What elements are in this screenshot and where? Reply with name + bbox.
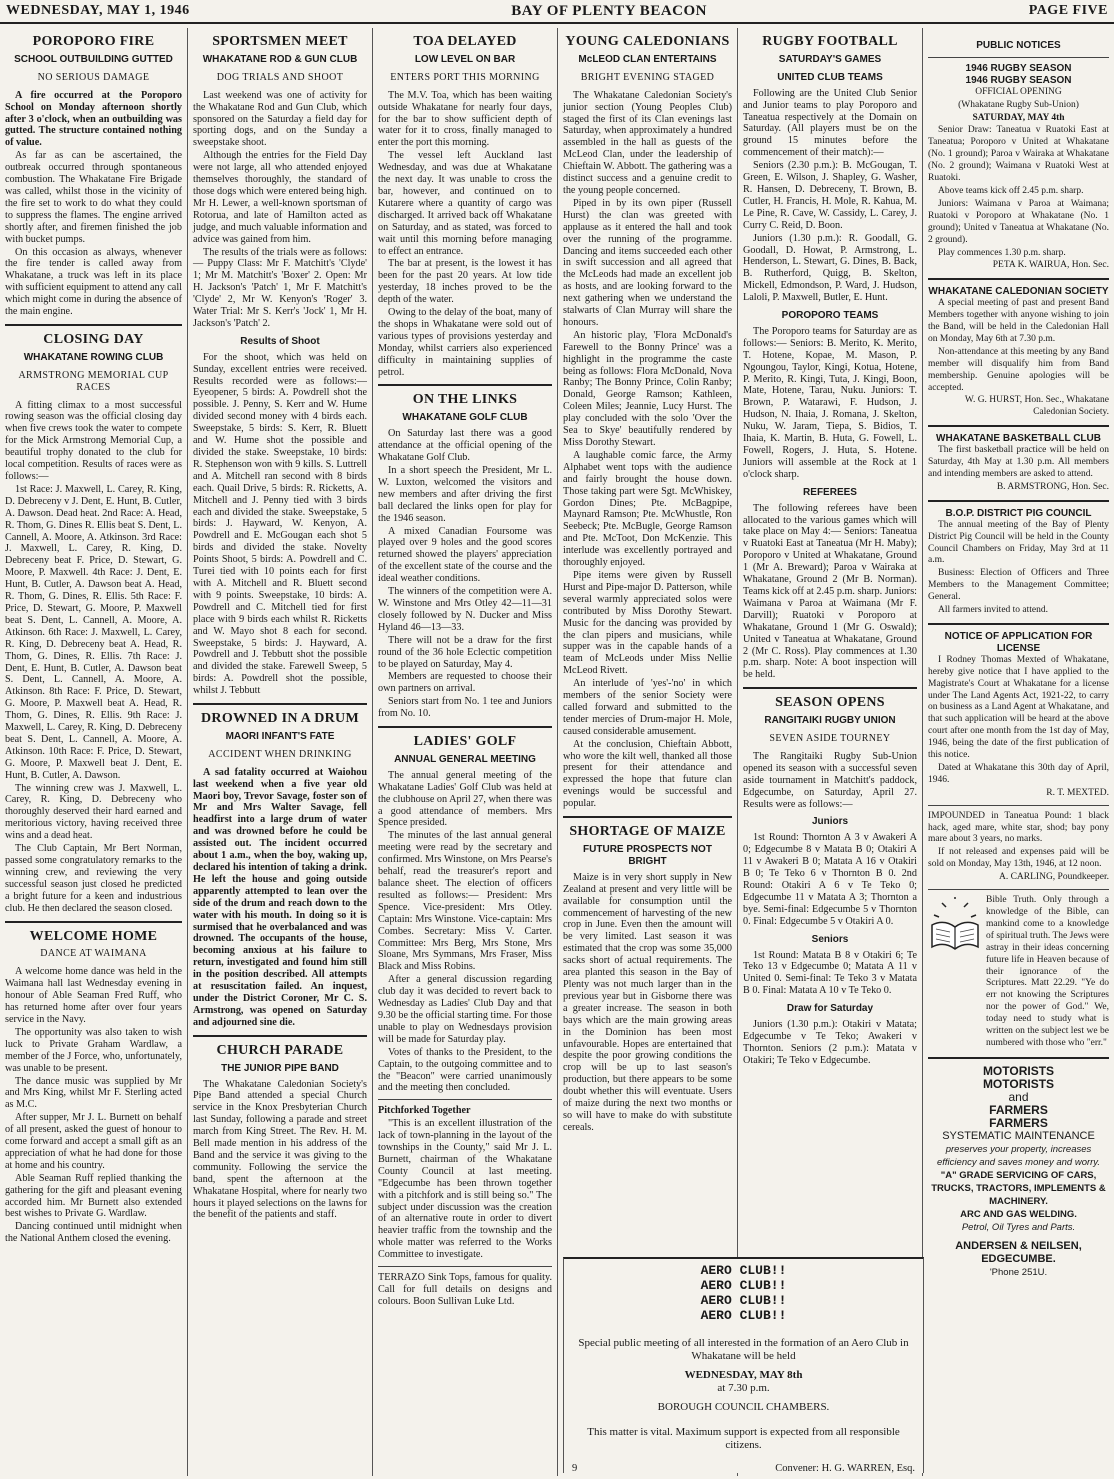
signature: W. G. HURST, Hon. Sec., Whakatane Caledonian Society. [964,395,1109,418]
headline: TOA DELAYED [413,34,517,49]
subheading: Juniors [811,816,849,828]
paragraph: Able Seaman Ruff replied thanking the gathering for the gift and pleasant evening accorded him. Mr Burnett also extended best wishes to Private G. Wardlaw. [5,1172,182,1220]
paragraph: A special meeting of past and present Band Members together with anyone wishing to join the Band, will be held in the Caledonian Hall on Monday, May 6th at 7.30 p.m. [928,298,1109,344]
divider [928,1057,1109,1059]
paragraph: The annual general meeting of the Whakatane Ladies' Golf Club was held at the clubhouse on April 27, when there was a good attendance of members. Mrs Spence presided. [378,769,552,829]
paragraph: The Whakatane Caledonian Society's Pipe Band attended a special Church service in the Knox Presbyterian Church last Sunday, following a parade and street march from King Street. The Rev. H. M. Bell made mention in his address of the Band and the service it was giving to the community. Following the service the band, spent the afternoon at the Whakatane Hospital, where for nearly two hours it played selections on the lawns for the benefit of the patients and staff. [193,1078,367,1221]
notice-title: B.O.P. DISTRICT PIG COUNCIL [945,507,1092,519]
paragraph: The results of the trials were as follows:— Puppy Class: Mr F. Matchitt's 'Clyde' 1; Mr M. Matchitt's 'Boxer' 2. Open: Mr H. Jackson's 'Patch' 1, Mr F. Matchitt's 'Clyde' 2, Mr W. Kenyon's 'Roger' 3. Water Trial: Mr S. Kerr's 'Jock' 1, Mr H. Jackson's 'Patch' 2. [193,246,367,329]
ad-line: SYSTEMATIC MAINTENANCE [942,1129,1095,1142]
paragraph: There will not be a draw for the first round of the 36 hole Eclectic competition to be played on Saturday, May 4. [378,634,552,670]
headline: CLOSING DAY [43,331,144,347]
paragraph: Following are the United Club Senior and Junior teams to play Poroporo and Taneatua respectively at the Domain on Saturday. (All players must be on the ground 15 minutes before the commencement of their match):— [743,87,917,159]
notice-line: (Whakatane Rugby Sub-Union) [958,99,1079,110]
divider [928,500,1109,502]
notice-line: SATURDAY, MAY 4th [972,112,1065,123]
signature: A. CARLING, Poundkeeper. [998,872,1109,883]
paragraph: In a short speech the President, Mr L. W. Luxton, welcomed the visitors and new members and after driving the first ball declared the links open for play for the 1946 season. [378,465,552,524]
ad-line: "A" GRADE SERVICING OF CARS, TRUCKS, TRACTORS, IMPLEMENTS & MACHINERY. [931,1169,1106,1207]
paragraph: The annual meeting of the Bay of Plenty District Pig Council will be held in the County Council Chambers on Friday, May 3rd at 11 a.m. [928,519,1109,566]
paragraph: Votes of thanks to the President, to the Captain, to the outgoing committee and to the "Beacon" were carried unanimously and the meeting then concluded. [378,1046,552,1094]
aero-note: This matter is vital. Maximum support is expected from all responsible citizens. [587,1426,900,1451]
ad-line: Petrol, Oil Tyres and Parts. [961,1221,1076,1233]
divider [928,623,1109,625]
paragraph: The vessel left Auckland last Wednesday, and was due at Whakatane the next day. It was unable to cross the bar, however, and continued on to Kutarere where a quantity of cargo was discharged. It arrived back off Whakatane on Saturday, and as stated, was forced to wait until this morning before managing to effect an entrance. [378,150,552,257]
paragraph: The Whakatane Caledonian Society's junior section (Young Peoples Club) staged the first of its Clan evenings last Saturday, when approximately a hundred assembled in the hall as guests of the McLeod Clan, under the leadership of Chieftain W. Abbott. The gathering was a distinct success and a genuine credit to the young people concerned. [563,89,733,196]
paragraph: After a general discussion regarding club day it was decided to revert back to Wednesday as Ladies' Club Day and that 9.30 be the official starting time. For those unable to play on Wednesdays provision will be made for Saturday play. [378,974,552,1045]
paragraph: Pipe items were given by Russell Hurst and Pipe-major D. Patterson, while several warmly appreciated solos were contributed by Miss Dorothy Stewart. Music for the dancing was provided by the clan pipers and musicians, while supper was in the capable hands of a team of McLeods under Miss Nellie McLeod Rivett. [563,569,732,677]
aero-time: at 7.30 p.m. [717,1382,770,1394]
aero-line: AERO CLUB!! [700,1278,787,1293]
paragraph: All farmers invited to attend. [938,605,1049,616]
paragraph: A welcome home dance was held in the Waimana hall last Wednesday evening in honour of Able Seaman Fred Ruff, who has returned home after over four years service in the Navy. [5,966,182,1025]
open-book-icon [928,895,982,955]
paragraph: As far as can be ascertained, the outbreak occurred through spontaneous combustion. The Whakatane Fire Brigade was called, whilst those in the vicinity of the fire set to work to do what they could to suppress the flames. The engine arrived shortly after, and firemen finished the job with bucket pumps. [5,150,182,245]
paragraph: Although the entries for the Field Day were not large, all who attended enjoyed themselves thoroughly, the standard of those dogs which were entered being high. Mr H. Lewer, a well-known sportsman of Rotorua, and late of Hamilton acted as judge, and much valuable information and advice was gained from him. [193,150,367,245]
column-6 [923,28,1114,1476]
ad-line: FARMERS [989,1115,1048,1130]
paragraph: "This is an excellent illustration of the lack of town-planning in the layout of the townships in the County," said Mr J. L. Burnett, chairman of the Whakatane County Council at last meeting. "Edgecumbe has been thrown together with a pitchfork and is still being so." The subject under discussion was the creation of an alternative route in order to divert heavier traffic from the township and the whole matter was referred to the Works Committee to investigate. [378,1118,552,1261]
newspaper-title: BAY OF PLENTY BEACON [511,2,707,19]
subheading: SATURDAY'S GAMES [778,53,882,65]
subheading: Draw for Saturday [786,1003,874,1015]
paragraph: Dated at Whakatane this 30th day of April, 1946. [928,762,1109,785]
paragraph: Maize is in very short supply in New Zealand at present and very little will be available for consumption until the commencement of harvesting of the new crop in June. Even then the amount will be very limited. Last season it was estimated that the crop was some 35,000 sacks short of actual requirements. The area planted this season in the Bay of Plenty was not much larger than in the previous year but in Gisborne there was a greater increase. The season in both bays which are the main growing areas in the Dominion has been most unfavourable. Hopes are entertained that despite the poor growing conditions the crop will be up to last season's production, but there appears to be some doubt whether this will eventuate. Users of maize during the next two months or so will have to make do with substitute cereals. [563,871,732,1133]
paragraph: For the shoot, which was held on Sunday, excellent entries were received. Results recorded were as follows:— Eyeopener, 5 birds: A. Powdrell shot the possible. J. Penny, S. Kerr and W. Hume divided second money with 4 birds each. Sweepstake, 5 birds: S. Kerr, R. Bluett and W. Hume shot the possible and divided the stake. Sweepstake, 10 birds: R. Stephenson won with 9 kills. S. Luttrell and A. Mitchell ran second with 8 birds each. Quail Drive, 5 birds: R. Ricketts, A. Mitchell and J. Penny tied with 3 birds each and divided the stake. Sweepstake, 5 birds: J. Hayward, W. Kenyon, A. Powdrell and E. McGougan each shot 5 birds and divided the stake. Novelty Points Shoot, 5 birds: A. Powdrell and C. Turei tied with 10 points each for first with A. Mitchell and R. Bluett second with 9 points. Sweepstake, 10 birds: A. Powdrell and C. Mitchell tied for first place with 9 birds each whilst R. Ricketts and W. Mayo shot 8 each for second. Sweepstake, 5 birds: J. Hayward, A. Powdrell and J. Tebbutt shot the possible and divided the stake. Farewell Sweep, 5 birds: A. Powdrell shot the possible, whilst J. Tebbutt [193,351,367,697]
page-number: PAGE FIVE [1028,3,1108,18]
headline: CHURCH PARADE [216,1042,344,1058]
subheading: RANGITAIKI RUGBY UNION [764,715,896,727]
subheading: LOW LEVEL ON BAR [414,53,516,65]
divider [928,278,1109,280]
subheading: ANNUAL GENERAL MEETING [394,753,536,765]
notice-title: 1946 RUGBY SEASON [965,62,1072,74]
subheading: ENTERS PORT THIS MORNING [390,71,540,83]
paragraph: Non-attendance at this meeting by any Band member will disqualify him from Band membership. Genuine apologies will be accepted. [928,346,1109,393]
paragraph: Seniors (2.30 p.m.): B. McGougan, T. Green, E. Wilson, J. Shapley, G. Washer, R. Hansen, D. Debreceny, T. Brown, B. Cutler, H. Francis, H. Mole, R. Kahua, M. Le Pine, R. Cave, W. Cassidy, L. Carey, J. Curry C. Reid, D. Boon. [743,160,917,231]
headline: SEASON OPENS [775,695,885,711]
paragraph: On Saturday last there was a good attendance at the official opening of the Whakatane Golf Club. [378,428,552,464]
signature: PETA K. WAIRUA, Hon. Sec. [992,260,1109,271]
masthead [0,0,1114,24]
subheading: Results of Shoot [240,335,320,347]
subheading: Seniors [811,933,849,945]
issue-date: WEDNESDAY, MAY 1, 1946 [6,3,190,18]
notice-title: NOTICE OF APPLICATION FOR LICENSE [944,630,1093,654]
aero-convener: Convener: H. G. WARREN, Esq. [775,1463,915,1474]
divider [378,1099,552,1100]
paragraph: An interlude of 'yes'-'no' in which members of the senior Society were called forward and submitted to the tender mercies of Drum-major H. Mole, caused considerable amusement. [563,678,732,737]
subheading: SEVEN ASIDE TOURNEY [769,733,891,745]
headline: SHORTAGE OF MAIZE [569,824,726,840]
subheading: MAORI INFANT'S FATE [225,730,335,742]
paragraph: A laughable comic farce, the Army Alphabet went tops with the audience and fairly brought the house down. Those taking part were Sgt. McWhiskey, Gordon Dines; Pte. McBagpipe, Maynard Ramson; Pte. McWhustle, Ron Seebeck; Pte. McBugle, George Ramson and Pte. McToot, Don McKenzie. This interlude was excellently portrayed and thoroughly enjoyed. [563,449,732,569]
aero-place: BOROUGH COUNCIL CHAMBERS. [657,1401,830,1413]
paragraph: Juniors: Waimana v Paroa at Waimana; Ruatoki v Poroporo at Whakatane (No. 1 ground); United v Taneatua at Whakatane (No. 2 ground). [928,198,1109,245]
paragraph: A fitting climax to a most successful rowing season was the official closing day when five crews took the water to compete for the Mick Armstrong Memorial Cup, a beautiful trophy donated to the club for local competition. Results of races were as follows:— [5,399,182,482]
paragraph: The Poroporo teams for Saturday are as follows:— Seniors: B. Merito, K. Merito, T. Hotene, Kopae, M. Mason, P. Ngoungou, Taylor, Kingi, Kotua, Hotene, P. Merito, R. Kingi, Tuta, J. Kingi, Boon, Mate, Hotene, Tarau, Nuku. Juniors: T. Brown, P. Watarawi, F. Hudson, J. Hudson, N. Ihaia, J. Romana, J. Skelton, Nuku, W. Jaram, Tiepa, S. Bidios, T. Ihaia, K. Martin, B. Huta, G. Fowell, L. Fowell, Rogers, J. Huta, S. Hotene. Juniors will assemble at the Rock at 1 o'clock sharp. [743,325,917,480]
paragraph: IMPOUNDED in Taneatua Pound: 1 black hack, aged mare, white star, shod; bay pony mare about 3 years, no marks. [928,810,1109,845]
ad-line: ARC AND GAS WELDING. [960,1208,1077,1220]
divider [928,425,1109,427]
aero-club-advertisement [563,1257,924,1473]
notice-title: 1946 RUGBY SEASON [965,74,1072,86]
paragraph: 1st Round: Thornton A 3 v Awakeri A 0; Edgecumbe 8 v Matata B 0; Otakiri A 11 v Awakeri B 0; Matata A 16 v Otakiri B 0; Te Teko 6 v Thornton B 0. 2nd Round: Otakiri A 6 v Te Teko 0; Edgecumbe 11 v Matata A 3; Thornton a bye. Semi-final: Edgecumbe 5 v Thornton 0. Final: Edgecumbe 5 v Otakiri A 0. [743,832,917,927]
paragraph: After supper, Mr J. L. Burnett on behalf of all present, asked the guest of honour to come forward and accept a small gift as an appreciation of what he had done for those at home and his country. [5,1112,182,1171]
notice-title: WHAKATANE CALEDONIAN SOCIETY [928,286,1109,298]
subheading: FUTURE PROSPECTS NOT BRIGHT [583,844,712,867]
aero-body: Special public meeting of all interested in the formation of an Aero Club in Whakatane will be held [578,1337,909,1362]
ad-line: FARMERS [989,1102,1048,1117]
divider [928,57,1109,58]
paragraph: Seniors start from No. 1 tee and Juniors from No. 10. [378,696,552,720]
subheading: DANCE AT WAIMANA [40,948,147,960]
column-1 [0,28,188,1476]
subheading: POROPORO TEAMS [781,310,879,322]
race-results: 1st Race: J. Maxwell, L. Carey, R. King, D. Debreceny v J. Dent, E. Hunt, B. Cutler, A. Dawson. Dead heat. 2nd Race: A. Head, R. Thom, G. Dines R. Ellis beat S. Dent, L. Cannell, A. Moore, A. Atkinson. 3rd Race: J. Maxwell, L. Carey, R. King, D. Debreceny beat F. Price, D. Stewart, G. Moore, P. Maxwell. 4th Race: J. Dent, E. Hunt, B. Cutler, A. Dawson beat A. Head, R. Thom, G. Dines, R. Ellis. 5th Race: F. Price, D. Stewart, G. Moore, P. Maxwell beat S. Dent, L. Cannell, A. Moore, A. Atkinson. 6th Race: J. Maxwell, L. Carey, R. King, D. Debreceny beat A. Head, R. Thom, G. Dines, R. Ellis. 7th Race: J. Dent, E. Hunt, B. Cutler, A. Dawson beat S. Dent, L. Cannell, A. Moore, A. Atkinson. 8th Race: F. Price, D. Stewart, G. Moore, P. Maxwell beat A. Head, R. Thom, G. Dines, R. Ellis. 9th Race: J. Maxwell, L. Carey, R. King, D. Debreceny beat S. Dent, L. Cannell, A. Moore, A. Atkinson. 10th Race: F. Price, D. Stewart, G. Moore, P. Maxwell beat J. Dent, E. Hunt, B. Cutler, A. Dawson. [5,483,182,781]
paragraph: The winning crew was J. Maxwell, L. Carey, R. King, D. Debreceny who thoroughly deserved their hard earned and meritorious victory, having received three wins and a dead heat. [5,782,182,842]
paragraph: Last weekend was one of activity for the Whakatane Rod and Gun Club, which sponsored on the Saturday a field day for sporting dogs, and on the Sunday a sweepstake shoot. [193,89,367,149]
aero-line: AERO CLUB!! [700,1308,787,1323]
headline: RUGBY FOOTBALL [762,34,898,49]
paragraph: Bible Truth. Only through a knowledge of the Bible, can mankind come to a knowledge of spiritual truth. The Jews were astray in their ideas concerning future life in Heaven because of their ignorance of the Scriptures. Matt 22.29. "Ye do err not knowing the Scriptures nor the power of God." We, today need to study what is written on the subject lest we be numbered with those who "err." [986,895,1109,1048]
signature: B. ARMSTRONG, Hon. Sec. [996,481,1109,492]
notice-line: OFFICIAL OPENING [975,86,1062,97]
subheading: WHAKATANE ROWING CLUB [23,351,164,363]
paragraph: A mixed Canadian Foursome was played over 9 holes and the good scores returned showed the players' appreciation of the excellent state of the course and the ideal weather conditions. [378,525,552,585]
divider [5,921,182,923]
ad-number: 9 [572,1463,578,1474]
paragraph: The minutes of the last annual general meeting were read by the secretary and confirmed. Mrs Winstone, on Mrs Pearse's behalf, read the treasurer's report and balance sheet. The election of officers resulted as follows:— President: Mrs Spence. Vice-president: Mrs Otley. Captain: Mrs Winstone. Vice-captain: Mrs Combes. Secretary: Miss V. Carter. Committee: Mrs Berg, Mrs Stone, Mrs Sloane, Mrs Symmans, Mrs Fraser, Miss Black and Miss Robins. [378,830,552,973]
subheading: BRIGHT EVENING STAGED [580,71,715,83]
paragraph: Juniors (1.30 p.m.): R. Goodall, G. Goodall, D. Howat, P. Armstrong, L. Henderson, L. Stewart, G. Dines, B. Back, B. Rutherford, Quigg, B. Skelton, Mickell, Edmondson, P. Ward, J. Hudson, Laloli, P. Maxwell, Butler, E. Hunt. [743,232,917,304]
divider [193,1035,367,1037]
paragraph: Business: Election of Officers and Three Members to the Management Committee; General. [928,568,1109,603]
headline: LADIES' GOLF [413,734,517,750]
ad-line: preserves your property, increases efficiency and saves money and worry. [937,1143,1100,1168]
subheading: THE JUNIOR PIPE BAND [221,1062,339,1074]
subheading: WHAKATANE ROD & GUN CLUB [202,53,358,65]
column-3 [373,28,558,1476]
paragraph: The Rangitaiki Rugby Sub-Union opened its season with a successful seven aside tournament in Matchitt's paddock, Edgecumbe, on Saturday, April 27. Results were as follows:— [743,750,917,810]
paragraph: The following referees have been allocated to the various games which will take place on May 4:— Seniors: Taneatua v Ruatoki East at Taneatua (Mr H. Maby); Poroporo v United at Whakatane, Ground 1 (Mr A. Breward); Paroa v Wairaka at Whakatane, Ground 2 (Mr B. Norman). Teams kick off at 2.45 p.m. sharp. Juniors: Waimana v Paroa at Waimana (Mr F. Darvill); Ruatoki v Poroporo at Whakatane, Ground 1 (Mr G. Oswald); United v Taneatua at Whakatane, Ground 2 (Mr C. Ross). Play commences at 1.30 p.m. sharp. Note: A boot inspection will be held. [743,502,917,681]
paragraph: 1st Round: Matata B 8 v Otakiri 6; Te Teko 13 v Edgecumbe 0; Matata A 11 v United 0. Semi-final: Te Teko 3 v Matata B 0. Final: Matata A 10 v Te Teko 0. [743,949,917,997]
divider [378,1266,552,1267]
ad-line: 'Phone 251U. [989,1266,1048,1278]
subheading: NO SERIOUS DAMAGE [37,71,150,83]
paragraph: If not released and expenses paid will be sold on Monday, May 13th, 1946, at 12 noon. [928,847,1109,870]
paragraph: Senior Draw: Taneatua v Ruatoki East at Taneatua; Poroporo v United at Whakatane (No. 1 ground); Paroa v Wairaka at Whakatane (No. 2 ground); Waimana v Ruatoki West at Ruatoki. [928,125,1109,184]
paragraph: Owing to the delay of the boat, many of the shops in Whakatane were sold out of various types of provisions yesterday and Monday, whilst carriers also experienced difficulty in maintaining supplies of petrol. [378,307,552,378]
aero-line: AERO CLUB!! [700,1263,787,1278]
divider [193,703,367,705]
ad-line: MOTORISTS [982,1076,1055,1091]
paragraph: Play commences 1.30 p.m. sharp. [938,247,1066,258]
subheading: DOG TRIALS AND SHOOT [216,71,344,83]
subheading: SCHOOL OUTBUILDING GUTTED [14,53,173,65]
lead-paragraph: A fire occurred at the Poroporo School on Monday afternoon shortly after 3 o'clock, when an outbuilding was gutted. The structure contained nothing of value. [5,89,182,149]
paragraph: Juniors (1.30 p.m.): Otakiri v Matata; Edgecumbe v Te Teko; Awakeri v Thornton. Seniors (2 p.m.): Matata v Otakiri; Te Teko v Edgecumbe. [743,1019,917,1066]
section-heading: PUBLIC NOTICES [976,40,1061,51]
paragraph: Piped in by its own piper (Russell Hurst) the clan was greeted with applause as it entered the hall and took over the running of the programme. Dancing and items succeeded each other in swift succession and all agreed that the McLeods had made an excellent job as hosts, and are looking forward to the next gathering when we understand the stalwarts of Clan Murray will share the honours. [563,197,732,328]
paragraph: An historic play, 'Flora McDonald's Farewell to the Bonny Prince' was a highlight in the programme the caste being as follows: Flora McDonald, Nova Ranby; The Bonny Prince, Colin Ranby; Donald, George Ramson; Kathleen, Coleen Miles; Jeannie, Lucy Hurst. The play concluded with the solo 'Over the Sea to Skye' beautifully rendered by Miss Dorothy Stewart. [563,329,732,448]
paragraph: Above teams kick off 2.45 p.m. sharp. [938,185,1084,196]
paragraph: The first basketball practice will be held on Saturday, 4th May at 1.30 p.m. All members and intending members are asked to attend. [928,445,1109,479]
ad-line: and [1008,1089,1029,1104]
ad-line: ANDERSEN & NEILSEN, EDGECUMBE. [955,1239,1082,1265]
headline: SPORTSMEN MEET [212,34,348,49]
paragraph: The bar at present, is the lowest it has been for the past 20 years. At low tide yesterday, 18 inches proved to be the depth of the water. [378,258,552,306]
notice-title: WHAKATANE BASKETBALL CLUB [936,433,1101,445]
paragraph: Dancing continued until midnight when the National Anthem closed the evening. [5,1221,182,1245]
divider [928,805,1109,806]
subheading: McLEOD CLAN ENTERTAINS [578,53,717,65]
subheading: WHAKATANE GOLF CLUB [402,412,528,424]
paragraph: The opportunity was also taken to wish luck to Private Graham Wardlaw, a member of the J Force, who, unfortunately, was unable to be present. [5,1026,182,1074]
headline: YOUNG CALEDONIANS [565,34,730,49]
aero-line: AERO CLUB!! [700,1293,787,1308]
bible-truth-notice [928,895,1109,1051]
headline: POROPORO FIRE [32,34,155,49]
paragraph: The winners of the competition were A. W. Winstone and Mrs Otley 42—11—31 closely followed by N. Ducker and Miss Hyland 46—13—33. [378,586,552,633]
paragraph: Members are requested to choose their own partners on arrival. [378,671,552,695]
classified-ad: TERRAZO Sink Tops, famous for quality. Call for full details on designs and colours. Boon Sullivan Luke Ltd. [378,1272,552,1307]
divider [743,687,917,689]
divider [928,889,1109,890]
columns [0,28,1114,1476]
paragraph: I Rodney Thomas Mexted of Whakatane, hereby give notice that I have applied to the Magistrate's Court at Whakatane for a license under The Land Agents Act, 1921-22, to carry on business as a Land Agent at Whakatane, and that such application will be heard at the above court after one month from the 1st day of May, 1946, being the date of the first publication of this notice. [928,654,1109,761]
subheading: REFEREES [803,486,857,498]
paragraph: At the conclusion, Chieftain Abbott, who wore the kilt well, thanked all those present for their attendance and expressed the hope that future clan evenings would be successful and popular. [563,738,732,810]
paragraph: The Club Captain, Mr Bert Norman, passed some congratulatory remarks to the winning crew, and reviewing the very successful season just closed he predicted a bright future for a keen and industrious club. He then declared the season closed. [5,843,182,914]
signature: R. T. MEXTED. [1046,787,1109,798]
divider [563,816,732,818]
ad-line: MOTORISTS [982,1063,1055,1078]
subheading: UNITED CLUB TEAMS [777,71,883,83]
paragraph: The M.V. Toa, which has been waiting outside Whakatane for nearly four days, for the bar to show sufficient depth of water for it to cross, finally managed to enter the port this morning. [378,89,552,149]
subheading: ACCIDENT WHEN DRINKING [208,748,352,760]
divider [378,726,552,728]
headline: ON THE LINKS [412,392,518,408]
column-2 [188,28,373,1476]
aero-footer [572,1462,915,1475]
paragraph: A sad fatality occurred at Waiohou last weekend when a five year old Maori boy, Trevor Savage, foster son of Mr and Mrs Walter Savage, fell headfirst into a large drum of water and was drowned before he could be assisted out. The incident occurred about 1 a.m., when the boy, waking up, declared his intention of taking a drink. He left the house and going outside apparently attempted to lean over the side of the drum and reach down to the water with his mouth. In doing so it is surmised that he overbalanced and was drowned. The occupants of the house, becoming anxious at his failure to return, investigated and found him still in the position described. All attempts at resuscitation failed. An inquest, under the District Coroner, Mr C. S. Armstrong, was opened on Saturday and adjourned sine die. [193,766,367,1028]
divider [378,384,552,386]
subheading: Pitchforked Together [378,1105,471,1117]
subheading: ARMSTRONG MEMORIAL CUP RACES [18,369,169,393]
garage-advertisement [928,1065,1109,1279]
headline: DROWNED IN A DRUM [201,711,359,727]
divider [5,324,182,326]
headline: WELCOME HOME [29,928,158,944]
paragraph: The dance music was supplied by Mr and Mrs King, whilst Mr F. Sterling acted as M.C. [5,1075,182,1111]
aero-date: WEDNESDAY, MAY 8th [684,1369,803,1381]
paragraph: On this occasion as always, whenever the fire tender is called away from Whakatane, a truck was left in its place with sufficient equipment to attend any call which might come in during the absence of the main engine. [5,246,182,318]
